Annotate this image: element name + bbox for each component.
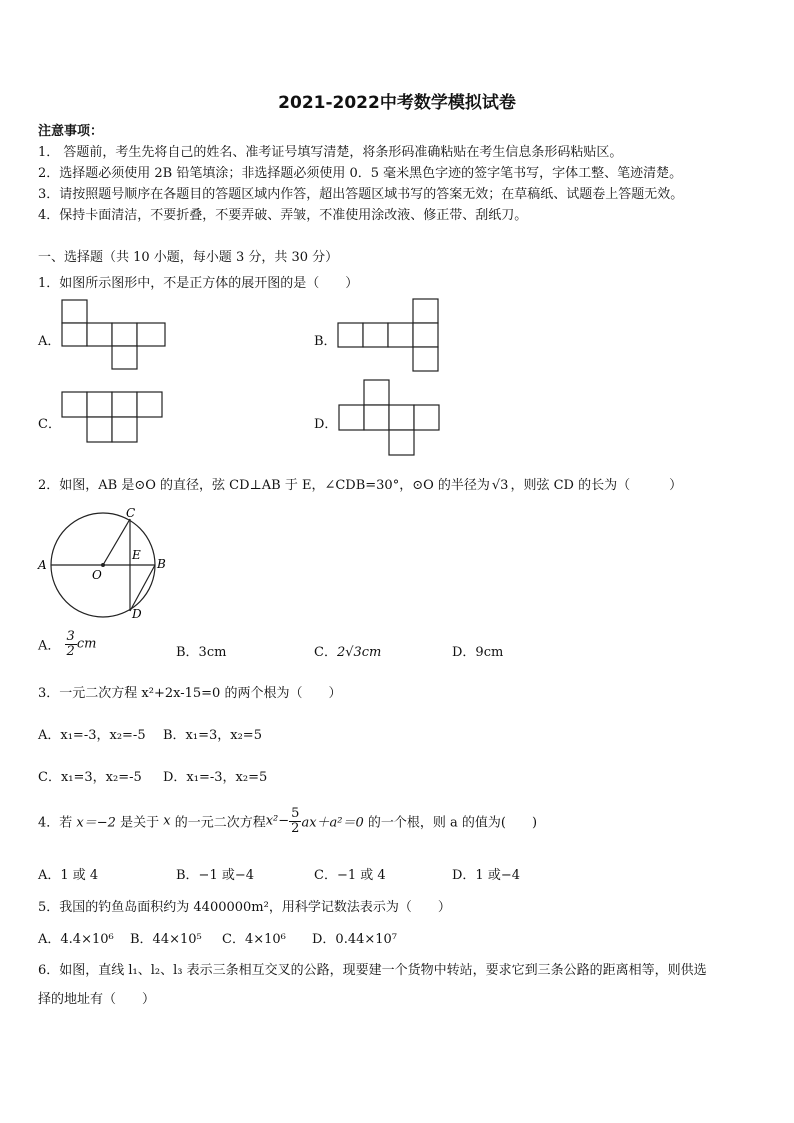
question-4-stem <box>38 807 537 835</box>
q2-option-a-numerator: 3 <box>66 629 75 644</box>
section-heading: 一、选择题（共 10 小题，每小题 3 分，共 30 分） <box>38 250 339 265</box>
question-6-stem-line-2: 择的地址有（ ） <box>38 992 156 1007</box>
question-2-stem <box>38 474 682 493</box>
q2-option-d[interactable]: D．9cm <box>452 645 504 660</box>
q2-option-b[interactable]: B．3cm <box>176 645 227 660</box>
q2-radius-value: √3 <box>491 478 509 493</box>
q5-option-d[interactable]: D．0.44×10⁷ <box>312 932 398 947</box>
q3-option-b[interactable]: B．x₁=3，x₂=5 <box>163 728 262 743</box>
notice-heading: 注意事项： <box>38 124 104 139</box>
q5-option-c[interactable]: C．4×10⁶ <box>222 932 286 947</box>
q4-equation-fraction <box>289 807 301 835</box>
q4-stem-part4: 的一个根，则 a 的值为( ) <box>367 815 538 831</box>
q2-option-a-denominator: 2 <box>66 643 75 659</box>
q4-condition: x＝−2 <box>76 815 116 831</box>
q5-option-a[interactable]: A．4.4×10⁶ <box>38 932 114 947</box>
q2-stem-part2: ，则弦 CD 的长为（ ） <box>510 478 683 493</box>
q4-stem-part3: 的一元二次方程 <box>174 815 266 831</box>
question-1-stem: 1．如图所示图形中，不是正方体的展开图的是（ ） <box>38 276 359 291</box>
q4-option-b[interactable]: B．−1 或−4 <box>176 868 255 883</box>
q2-stem-part1: 2．如图，AB 是⊙O 的直径，弦 CD⊥AB 于 E，∠CDB=30°，⊙O 的半径为 <box>38 478 490 493</box>
q3-option-c[interactable]: C．x₁=3，x₂=-5 <box>38 770 142 785</box>
q5-option-b[interactable]: B．44×10⁵ <box>130 932 202 947</box>
q1-option-a-label[interactable]: A． <box>38 334 61 349</box>
q4-stem-part1: 4．若 <box>38 815 73 831</box>
q1-option-b-label[interactable]: B． <box>314 334 337 349</box>
point-a-label: A <box>38 558 47 572</box>
notice-item-1: 1． 答题前，考生先将自己的姓名、准考证号填写清楚，将条形码准确粘贴在考生信息条形码粘贴区。 <box>38 145 623 160</box>
q4-fraction-denominator: 2 <box>291 820 300 836</box>
question-3-stem: 3．一元二次方程 x²+2x-15=0 的两个根为（ ） <box>38 686 342 701</box>
q2-option-c-value: 2√3cm <box>336 645 382 660</box>
q2-option-c-label: C． <box>314 645 337 660</box>
q2-option-a-fraction <box>65 630 77 658</box>
q4-equation-part1: x²− <box>265 813 290 829</box>
q2-option-a-label: A． <box>38 638 61 654</box>
q1-option-c-label[interactable]: C． <box>38 417 61 432</box>
q3-option-d[interactable]: D．x₁=-3，x₂=5 <box>163 770 268 785</box>
point-b-label: B <box>157 557 166 571</box>
point-o-label: O <box>92 568 102 582</box>
q1-net-c <box>62 392 164 444</box>
q1-net-a <box>62 300 172 372</box>
point-d-label: D <box>132 607 142 621</box>
point-c-label: C <box>126 506 136 520</box>
q4-stem-part2: 是关于 <box>120 815 160 831</box>
q4-option-a[interactable]: A．1 或 4 <box>38 868 99 883</box>
q1-net-b <box>338 299 440 371</box>
q3-option-a[interactable]: A．x₁=-3，x₂=-5 <box>38 728 146 743</box>
q2-option-a[interactable] <box>38 630 96 658</box>
q4-fraction-numerator: 5 <box>291 806 300 821</box>
q4-option-d[interactable]: D．1 或−4 <box>452 868 520 883</box>
q4-equation-part2: ax＋a²＝0 <box>301 815 364 831</box>
page-title: 2021-2022中考数学模拟试卷 <box>278 93 516 113</box>
q4-option-c[interactable]: C．−1 或 4 <box>314 868 386 883</box>
notice-item-2: 2．选择题必须使用 2B 铅笔填涂；非选择题必须使用 0．5 毫米黑色字迹的签字笔书写，字体工整、笔迹清楚。 <box>38 166 683 181</box>
question-5-stem: 5．我国的钓鱼岛面积约为 4400000m²，用科学记数法表示为（ ） <box>38 900 451 915</box>
q1-option-d-label[interactable]: D． <box>314 417 338 432</box>
point-e-label: E <box>132 548 141 562</box>
q1-net-d <box>339 380 441 456</box>
notice-item-4: 4．保持卡面清洁，不要折叠，不要弄破、弄皱，不准使用涂改液、修正带、刮纸刀。 <box>38 208 528 223</box>
q2-option-c[interactable] <box>314 641 381 660</box>
q2-circle-diagram <box>36 505 176 625</box>
notice-item-3: 3．请按照题号顺序在各题目的答题区域内作答，超出答题区域书写的答案无效；在草稿纸、试题卷上答题无效。 <box>38 187 684 202</box>
q2-option-a-unit: cm <box>76 636 97 652</box>
question-6-stem-line-1: 6．如图，直线 l₁、l₂、l₃ 表示三条相互交叉的公路，现要建一个货物中转站，要求它到三条公路的距离相等，则供选 <box>38 963 707 978</box>
q4-variable: x <box>163 813 171 829</box>
